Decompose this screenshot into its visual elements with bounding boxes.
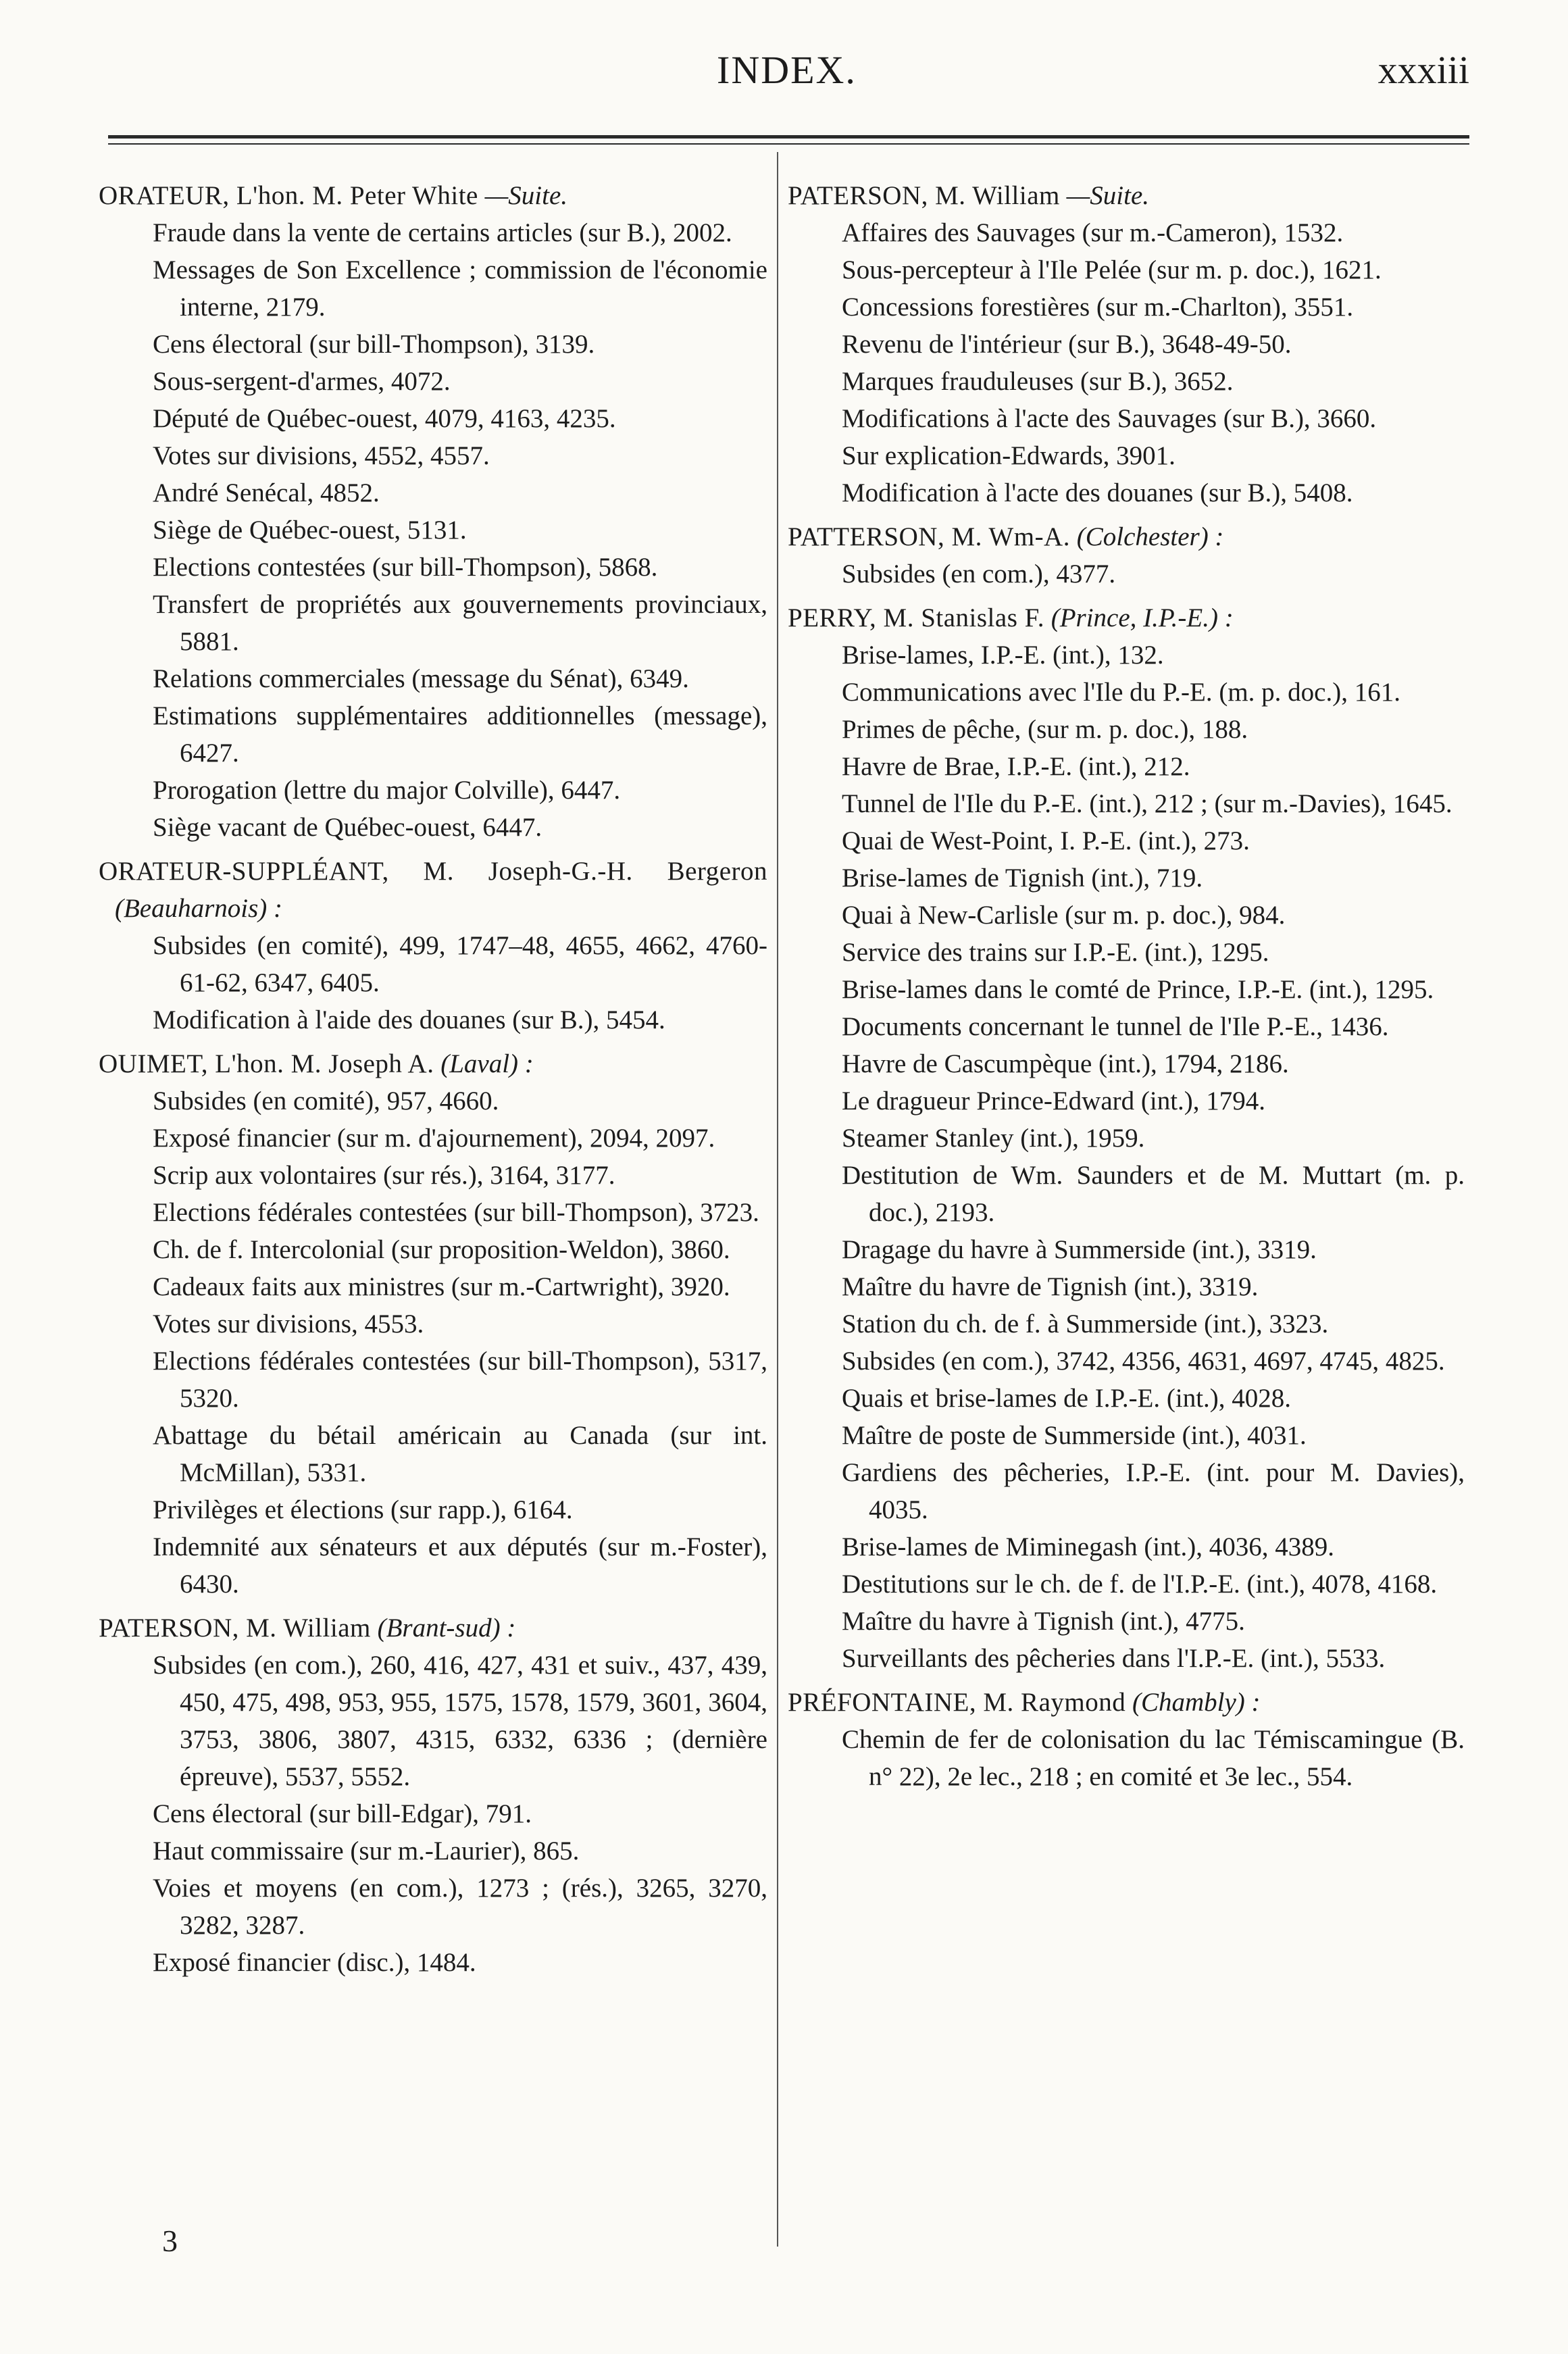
entry-heading bbox=[99, 1045, 767, 1082]
entry-item: Exposé financier (sur m. d'ajournement), 2094, 2097. bbox=[153, 1124, 715, 1153]
entry-item: Brise-lames, I.P.-E. (int.), 132. bbox=[842, 641, 1164, 670]
entry-item: André Senécal, 4852. bbox=[153, 478, 380, 507]
entry-item: Station du ch. de f. à Summerside (int.), 3323. bbox=[842, 1309, 1329, 1338]
entry-item: Elections contestées (sur bill-Thompson), 5868. bbox=[153, 553, 658, 582]
entry-item: Steamer Stanley (int.), 1959. bbox=[842, 1124, 1145, 1153]
entry-descriptor: (Laval) : bbox=[440, 1049, 534, 1078]
entry-item: Prorogation (lettre du major Colville), 6447. bbox=[153, 776, 621, 805]
entry-item: Votes sur divisions, 4553. bbox=[153, 1309, 424, 1338]
entry-name: ORATEUR, L'hon. M. Peter White bbox=[99, 181, 478, 210]
page-title: INDEX. bbox=[717, 48, 857, 92]
entry-item: Subsides (en com.), 260, 416, 427, 431 et suiv., 437, 439, 450, 475, 498, 953, 955, 1575, 1578, 1579, 3601, 3604, 3753, 3806, 3807, 4315, 6332, 6336 ; (dernière épreuve), 5537, 5552. bbox=[153, 1651, 767, 1791]
entry-item: Sous-sergent-d'armes, 4072. bbox=[153, 367, 451, 396]
entry-item: Marques frauduleuses (sur B.), 3652. bbox=[842, 367, 1234, 396]
entry-name: ORATEUR-SUPPLÉANT, M. Joseph-G.-H. Bergeron bbox=[99, 857, 767, 886]
entry-item: Subsides (en comité), 957, 4660. bbox=[153, 1086, 499, 1116]
entry-item: Surveillants des pêcheries dans l'I.P.-E. (int.), 5533. bbox=[842, 1644, 1386, 1673]
entry-descriptor: (Chambly) : bbox=[1132, 1688, 1261, 1717]
entry-descriptor: —Suite. bbox=[484, 181, 568, 210]
index-entry bbox=[788, 177, 1465, 511]
entry-heading bbox=[99, 177, 767, 214]
entry-item: Chemin de fer de colonisation du lac Témiscamingue (B. n° 22), 2e lec., 218 ; en comité et 3e lec., 554. bbox=[842, 1725, 1465, 1791]
entry-item: Exposé financier (disc.), 1484. bbox=[153, 1948, 476, 1977]
entry-descriptor: (Colchester) : bbox=[1076, 522, 1224, 551]
entry-item: Subsides (en com.), 4377. bbox=[842, 559, 1116, 588]
entry-name: PERRY, M. Stanislas F. bbox=[788, 603, 1044, 632]
entry-item: Quais et brise-lames de I.P.-E. (int.), 4028. bbox=[842, 1384, 1292, 1413]
entry-descriptor: (Prince, I.P.-E.) : bbox=[1051, 603, 1234, 632]
entry-name: PATERSON, M. William bbox=[99, 1613, 371, 1643]
entry-heading bbox=[788, 1684, 1465, 1721]
column-divider bbox=[777, 152, 778, 2247]
entry-item: Ch. de f. Intercolonial (sur proposition-Weldon), 3860. bbox=[153, 1235, 730, 1264]
entry-descriptor: (Beauharnois) : bbox=[115, 894, 283, 923]
entry-item: Cens électoral (sur bill-Edgar), 791. bbox=[153, 1799, 532, 1828]
header-rule-thin bbox=[108, 143, 1469, 145]
entry-item: Relations commerciales (message du Sénat), 6349. bbox=[153, 664, 689, 693]
entry-item: Quai de West-Point, I. P.-E. (int.), 273. bbox=[842, 826, 1250, 855]
entry-item: Haut commissaire (sur m.-Laurier), 865. bbox=[153, 1836, 580, 1865]
entry-item: Votes sur divisions, 4552, 4557. bbox=[153, 441, 490, 470]
entry-heading bbox=[788, 599, 1465, 636]
right-column bbox=[788, 177, 1465, 1802]
entry-item: Modifications à l'acte des Sauvages (sur B.), 3660. bbox=[842, 404, 1377, 433]
page-header bbox=[0, 47, 1568, 108]
entry-heading bbox=[99, 1609, 767, 1647]
index-entry bbox=[99, 853, 767, 1038]
entry-name: PRÉFONTAINE, M. Raymond bbox=[788, 1688, 1126, 1717]
entry-item: Estimations supplémentaires additionnelles (message), 6427. bbox=[153, 701, 767, 768]
entry-item: Sous-percepteur à l'Ile Pelée (sur m. p. doc.), 1621. bbox=[842, 255, 1382, 284]
entry-item: Voies et moyens (en com.), 1273 ; (rés.), 3265, 3270, 3282, 3287. bbox=[153, 1874, 767, 1940]
entry-item: Scrip aux volontaires (sur rés.), 3164, 3177. bbox=[153, 1161, 615, 1190]
entry-heading bbox=[99, 853, 767, 927]
entry-item: Destitutions sur le ch. de f. de l'I.P.-E. (int.), 4078, 4168. bbox=[842, 1570, 1438, 1599]
entry-item: Revenu de l'intérieur (sur B.), 3648-49-50. bbox=[842, 330, 1292, 359]
entry-name: PATERSON, M. William bbox=[788, 181, 1060, 210]
entry-item: Documents concernant le tunnel de l'Ile P.-E., 1436. bbox=[842, 1012, 1389, 1041]
entry-heading bbox=[788, 518, 1465, 555]
entry-item: Indemnité aux sénateurs et aux députés (sur m.-Foster), 6430. bbox=[153, 1532, 767, 1599]
entry-item: Messages de Son Excellence ; commission de l'économie interne, 2179. bbox=[153, 255, 767, 322]
entry-item: Elections fédérales contestées (sur bill-Thompson), 3723. bbox=[153, 1198, 759, 1227]
entry-item: Cens électoral (sur bill-Thompson), 3139. bbox=[153, 330, 595, 359]
page-number: xxxiii bbox=[1377, 48, 1469, 92]
entry-item: Privilèges et élections (sur rapp.), 6164. bbox=[153, 1495, 573, 1524]
entry-item: Siège de Québec-ouest, 5131. bbox=[153, 516, 467, 545]
entry-item: Maître du havre de Tignish (int.), 3319. bbox=[842, 1272, 1259, 1301]
entry-item: Elections fédérales contestées (sur bill-Thompson), 5317, 5320. bbox=[153, 1347, 767, 1413]
entry-name: OUIMET, L'hon. M. Joseph A. bbox=[99, 1049, 434, 1078]
entry-item: Havre de Cascumpèque (int.), 1794, 2186. bbox=[842, 1049, 1289, 1078]
entry-item: Tunnel de l'Ile du P.-E. (int.), 212 ; (sur m.-Davies), 1645. bbox=[842, 789, 1452, 818]
entry-item: Destitution de Wm. Saunders et de M. Muttart (m. p. doc.), 2193. bbox=[842, 1161, 1465, 1227]
entry-item: Communications avec l'Ile du P.-E. (m. p. doc.), 161. bbox=[842, 678, 1400, 707]
entry-item: Subsides (en comité), 499, 1747–48, 4655, 4662, 4760-61-62, 6347, 6405. bbox=[153, 931, 767, 997]
entry-item: Service des trains sur I.P.-E. (int.), 1295. bbox=[842, 938, 1269, 967]
entry-item: Concessions forestières (sur m.-Charlton), 3551. bbox=[842, 293, 1354, 322]
entry-item: Brise-lames de Tignish (int.), 719. bbox=[842, 863, 1203, 893]
entry-item: Maître de poste de Summerside (int.), 4031. bbox=[842, 1421, 1307, 1450]
entry-item: Fraude dans la vente de certains articles (sur B.), 2002. bbox=[153, 218, 732, 247]
entry-item: Modification à l'aide des douanes (sur B.), 5454. bbox=[153, 1005, 665, 1034]
entry-item: Brise-lames de Miminegash (int.), 4036, 4389. bbox=[842, 1532, 1334, 1561]
entry-item: Sur explication-Edwards, 3901. bbox=[842, 441, 1175, 470]
index-entry bbox=[788, 1684, 1465, 1795]
entry-item: Maître du havre à Tignish (int.), 4775. bbox=[842, 1607, 1245, 1636]
entry-item: Gardiens des pêcheries, I.P.-E. (int. pour M. Davies), 4035. bbox=[842, 1458, 1465, 1524]
index-entry bbox=[788, 518, 1465, 593]
entry-heading bbox=[788, 177, 1465, 214]
entry-item: Subsides (en com.), 3742, 4356, 4631, 4697, 4745, 4825. bbox=[842, 1347, 1445, 1376]
entry-item: Abattage du bétail américain au Canada (sur int. McMillan), 5331. bbox=[153, 1421, 767, 1487]
entry-item: Brise-lames dans le comté de Prince, I.P.-E. (int.), 1295. bbox=[842, 975, 1434, 1004]
entry-item: Affaires des Sauvages (sur m.-Cameron), 1532. bbox=[842, 218, 1344, 247]
header-rule-thick bbox=[108, 135, 1469, 139]
entry-item: Quai à New-Carlisle (sur m. p. doc.), 984. bbox=[842, 901, 1286, 930]
entry-descriptor: —Suite. bbox=[1066, 181, 1150, 210]
index-entry bbox=[99, 1609, 767, 1981]
entry-item: Dragage du havre à Summerside (int.), 3319. bbox=[842, 1235, 1317, 1264]
entry-item: Le dragueur Prince-Edward (int.), 1794. bbox=[842, 1086, 1266, 1116]
entry-descriptor: (Brant-sud) : bbox=[377, 1613, 516, 1643]
entry-item: Député de Québec-ouest, 4079, 4163, 4235. bbox=[153, 404, 616, 433]
entry-item: Modification à l'acte des douanes (sur B.), 5408. bbox=[842, 478, 1353, 507]
index-entry bbox=[788, 599, 1465, 1677]
index-entry bbox=[99, 177, 767, 846]
index-entry bbox=[99, 1045, 767, 1603]
entry-item: Cadeaux faits aux ministres (sur m.-Cartwright), 3920. bbox=[153, 1272, 730, 1301]
entry-item: Primes de pêche, (sur m. p. doc.), 188. bbox=[842, 715, 1248, 744]
entry-item: Transfert de propriétés aux gouvernements provinciaux, 5881. bbox=[153, 590, 767, 656]
signature-mark: 3 bbox=[162, 2224, 178, 2258]
left-column bbox=[99, 177, 767, 1988]
entry-item: Siège vacant de Québec-ouest, 6447. bbox=[153, 813, 542, 842]
entry-name: PATTERSON, M. Wm-A. bbox=[788, 522, 1070, 551]
entry-item: Havre de Brae, I.P.-E. (int.), 212. bbox=[842, 752, 1190, 781]
